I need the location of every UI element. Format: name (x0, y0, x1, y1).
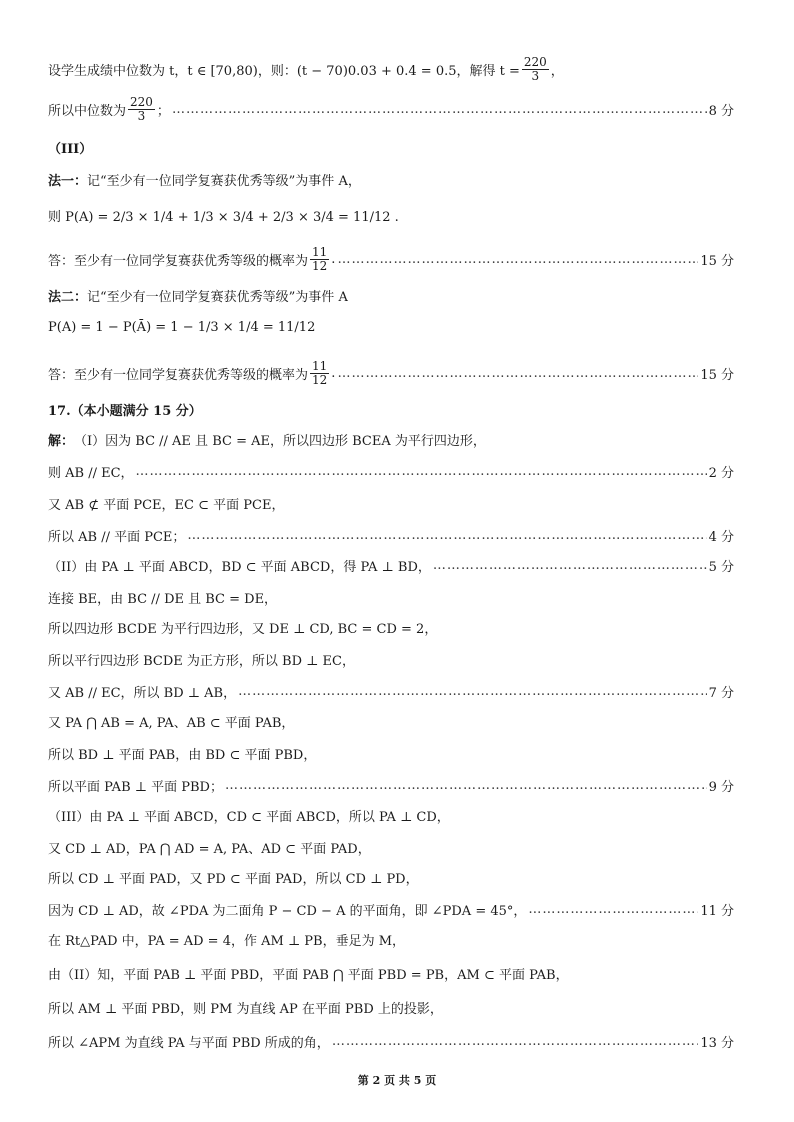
leader-dots (337, 366, 698, 381)
proof-line: 所以 CD ⊥ 平面 PAD，又 PD ⊂ 平面 PAD，所以 CD ⊥ PD， (48, 872, 419, 887)
proof-line: 所以四边形 BCDE 为平行四边形，又 DE ⊥ CD, BC = CD = 2， (48, 622, 438, 637)
line-median-result: 所以中位数为 $\frac{220}{3}$ ； …………………………………………………………………………………………………………………………………………………………………………………………………… 8 分 (48, 96, 734, 122)
solution-line: 解： （I）因为 BC // AE 且 BC = AE，所以四边形 BCEA 为平行四边形， (48, 434, 486, 449)
method-two-line: 法二： 记“至少有一位同学复赛获优秀等级”为事件 A (48, 290, 348, 305)
proof-line: 因为 CD ⊥ AD，故 ∠PDA 为二面角 P − CD − A 的平面角，即 ∠PDA = 45°， …………………………………………………………………………………………………………………………………………………………………………………………………… 11 分 (48, 900, 734, 919)
score-label: 15 分 (700, 253, 734, 269)
method-two-answer: 答：至少有一位同学复赛获优秀等级的概率为 $\frac{11}{12}$ . …………………………………………………………………………………………………………………………………………………………………………………………………… 15 分 (48, 360, 734, 386)
question-17-heading: 17.（本小题满分 15 分） (48, 404, 202, 419)
proof-line: 所以 AM ⊥ 平面 PBD，则 PM 为直线 AP 在平面 PBD 上的投影， (48, 1002, 443, 1017)
proof-line: 所以 AB // 平面 PCE； …………………………………………………………………………………………………………………………………………………………………………………………………… 4 分 (48, 526, 734, 545)
leader-dots (238, 684, 707, 699)
leader-dots (187, 528, 706, 543)
page-footer: 第 2 页 共 5 页 (357, 1074, 437, 1087)
proof-line: 又 AB ⊄ 平面 PCE，EC ⊂ 平面 PCE， (48, 498, 285, 513)
proof-line: 在 Rt△PAD 中，PA = AD = 4，作 AM ⊥ PB，垂足为 M， (48, 934, 406, 949)
score-label: 5 分 (708, 560, 734, 575)
proof-line: 所以 ∠APM 为直线 PA 与平面 PBD 所成的角， …………………………………………………………………………………………………………………………………………………………………………………………………… 13 分 (48, 1032, 734, 1051)
leader-dots (433, 558, 707, 573)
fraction: $\frac{220}{3}$ (130, 95, 153, 123)
leader-dots (136, 464, 707, 479)
proof-line: 又 AB // EC，所以 BD ⊥ AB， …………………………………………………………………………………………………………………………………………………………………………………………………… 7 分 (48, 682, 734, 701)
proof-line: 所以 BD ⊥ 平面 PAB，由 BD ⊂ 平面 PBD， (48, 748, 317, 763)
method-two-formula: P(A) = 1 − P(Ā) = 1 − 1/3 × 1/4 = 11/12 (48, 320, 316, 335)
method-one-line: 法一： 记“至少有一位同学复赛获优秀等级”为事件 A， (48, 174, 361, 189)
leader-dots (337, 252, 698, 267)
proof-line: （II）由 PA ⊥ 平面 ABCD，BD ⊂ 平面 ABCD，得 PA ⊥ BD， …………………………………………………………………………………………………………………………………………………………………………………………………… 5 分 (48, 556, 734, 575)
fraction: $\frac{220}{3}$ (523, 55, 547, 83)
line-median-setup: 设学生成绩中位数为 t，t ∈ [70,80)，则：(t − 70)0.03 + 0.4 = 0.5，解得 t = $\frac{220}{3}$ ， (48, 55, 564, 83)
method-one-answer: 答：至少有一位同学复赛获优秀等级的概率为 $\frac{11}{12}$ . …………………………………………………………………………………………………………………………………………………………………………………………………… 15 分 (48, 246, 734, 272)
score-label: 8 分 (708, 103, 734, 119)
fraction: $\frac{11}{12}$ (312, 245, 328, 273)
fraction: $\frac{11}{12}$ (312, 359, 328, 387)
score-label: 9 分 (708, 780, 734, 795)
proof-line: 连接 BE，由 BC // DE 且 BC = DE， (48, 592, 278, 607)
proof-line: 又 CD ⊥ AD，PA ⋂ AD = A, PA、AD ⊂ 平面 PAD， (48, 842, 371, 857)
part-III-heading: （III） (48, 142, 93, 157)
leader-dots (172, 102, 707, 117)
proof-line: 又 PA ⋂ AB = A, PA、AB ⊂ 平面 PAB， (48, 716, 295, 731)
score-label: 15 分 (700, 367, 734, 383)
score-label: 2 分 (708, 466, 734, 481)
score-label: 4 分 (708, 530, 734, 545)
score-label: 13 分 (700, 1036, 734, 1051)
leader-dots (332, 1034, 699, 1049)
method-one-formula: 则 P(A) = 2/3 × 1/4 + 1/3 × 3/4 + 2/3 × 3/4 = 11/12 . (48, 210, 399, 225)
leader-dots (528, 902, 698, 917)
leader-dots (225, 778, 707, 793)
proof-line: 则 AB // EC， …………………………………………………………………………………………………………………………………………………………………………………………………… 2 分 (48, 462, 734, 481)
proof-line: 所以平行四边形 BCDE 为正方形，所以 BD ⊥ EC， (48, 654, 355, 669)
proof-line: （III）由 PA ⊥ 平面 ABCD，CD ⊂ 平面 ABCD，所以 PA ⊥ CD， (48, 810, 450, 825)
score-label: 11 分 (700, 904, 734, 919)
proof-line: 由（II）知，平面 PAB ⊥ 平面 PBD，平面 PAB ⋂ 平面 PBD = PB，AM ⊂ 平面 PAB， (48, 968, 569, 983)
score-label: 7 分 (708, 686, 734, 701)
proof-line: 所以平面 PAB ⊥ 平面 PBD； …………………………………………………………………………………………………………………………………………………………………………………………………… 9 分 (48, 776, 734, 795)
